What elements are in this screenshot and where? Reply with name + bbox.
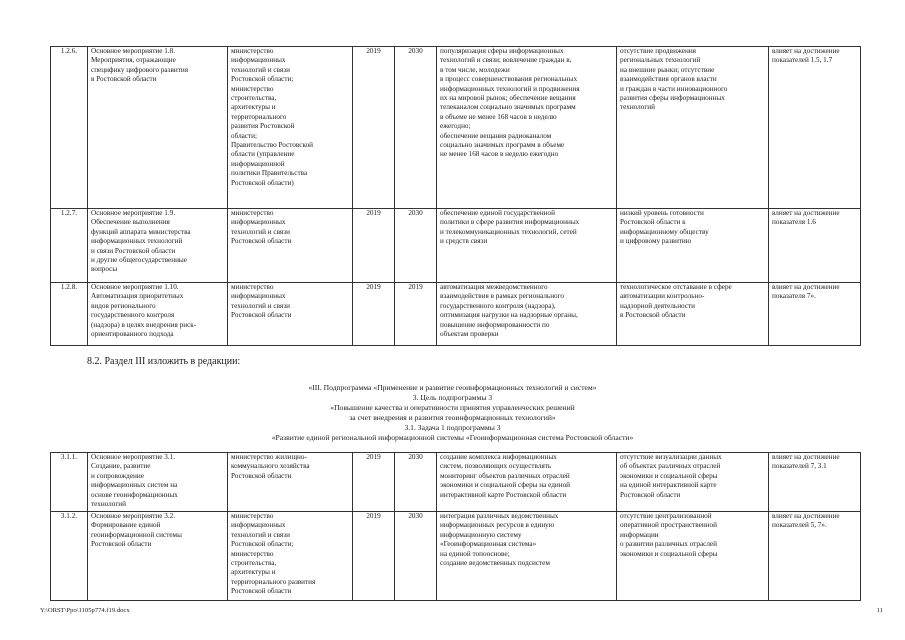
row-number: 1.2.7.: [51, 209, 88, 283]
measures-table-subprogram-1: [50, 46, 861, 346]
measure-name: Основное мероприятие 1.10. Автоматизация приоритетных видов регионального государственного контроля (надзора) в целях внедрения риск- ориентированного подхода: [88, 283, 228, 346]
indicator-link: влияет на достижение показателя 1.6: [769, 209, 861, 283]
start-year: 2019: [353, 47, 395, 209]
executor: министерство информационных технологий и связи Ростовской области; министерство строительства, архитектуры и территориального развития Ростовской области; Правительство Ростовской области (управление информационной политики Правительства Ростовской области): [228, 47, 353, 209]
expected-result: обеспечение единой государственной политики в сфере развития информационных и телекоммуникационных технологий, сетей и средств связи: [437, 209, 617, 283]
subprogram-task-number: 3.1. Задача 1 подпрограммы 3: [404, 423, 501, 432]
expected-result: создание комплекса информационных систем, позволяющих осуществлять мониторинг объектов различных отраслей экономики и социальной сферы на единой интерактивной карте Ростовской области: [437, 453, 617, 512]
end-year: 2019: [395, 283, 437, 346]
measure-name: Основное мероприятие 1.9. Обеспечение выполнения функций аппарата министерства информационных технологий и связи Ростовской области и другие общегосударственные вопросы: [88, 209, 228, 283]
table-row: [51, 512, 861, 601]
executor: министерство информационных технологий и связи Ростовской области; министерство строительства, архитектуры и территориального развития Ростовской области: [228, 512, 353, 601]
measures-table-subprogram-3: [50, 452, 861, 601]
table-row: [51, 209, 861, 283]
indicator-link: влияет на достижение показателей 1.5, 1.7: [769, 47, 861, 209]
indicator-link: влияет на достижение показателя 7».: [769, 283, 861, 346]
subprogram-goal-number: 3. Цель подпрограммы 3: [412, 393, 493, 402]
non-implementation-consequence: отсутствие визуализации данных об объектах различных отраслей экономики и социальной сферы на единой интерактивной карте Ростовской области: [617, 453, 769, 512]
end-year: 2030: [395, 512, 437, 601]
row-number: 3.1.1.: [51, 453, 88, 512]
subprogram-goal-line-1: «Повышение качества и оперативности принятия управленческих решений: [330, 403, 575, 412]
start-year: 2019: [353, 453, 395, 512]
subprogram-title: «III. Подпрограмма «Применение и развитие геоинформационных технологий и систем»: [308, 383, 597, 392]
measure-name: Основное мероприятие 1.8. Мероприятия, отражающие специфику цифрового развития в Ростовской области: [88, 47, 228, 209]
document-file-path: Y:\ORST\Ppo\1105p774.f19.docx: [40, 607, 130, 614]
section-heading: 8.2. Раздел III изложить в редакции:: [87, 356, 241, 367]
subprogram-task-title: «Развитие единой региональной информационной системы «Геоинформационная система Ростовской области»: [271, 433, 634, 442]
indicator-link: влияет на достижение показателей 7, 3.1: [769, 453, 861, 512]
table-row: [51, 47, 861, 209]
start-year: 2019: [353, 283, 395, 346]
expected-result: интеграция различных ведомственных информационных ресурсов в единую информационную систему «Геоинформационная система» на единой топооснове; создание ведомственных подсистем: [437, 512, 617, 601]
row-number: 1.2.6.: [51, 47, 88, 209]
non-implementation-consequence: технологическое отставание в сфере автоматизации контрольно- надзорной деятельности в Ростовской области: [617, 283, 769, 346]
measure-name: Основное мероприятие 3.2. Формирование единой геоинформационной системы Ростовской области: [88, 512, 228, 601]
start-year: 2019: [353, 209, 395, 283]
end-year: 2030: [395, 209, 437, 283]
row-number: 1.2.8.: [51, 283, 88, 346]
executor: министерство жилищно- коммунального хозяйства Ростовской области: [228, 453, 353, 512]
non-implementation-consequence: отсутствие продвижения региональных технологий на внешние рынки; отсутствие взаимодействия органов власти и граждан в части инновационного развития сферы информационных технологий: [617, 47, 769, 209]
expected-result: популяризация сферы информационных технологий и связи; вовлечение граждан в, в том числе, молодежи в процесс совершенствования региональных информационных технологий и продвижения их на мировой рынок; обеспечение вещания телеканалом социально значимых программ в объеме не менее 168 часов в неделю ежегодно; обеспечение вещания радиоканалом социально значимых программ в объеме не менее 168 часов в неделю ежегодно: [437, 47, 617, 209]
non-implementation-consequence: низкий уровень готовности Ростовской области к информационному обществу и цифровому развитию: [617, 209, 769, 283]
indicator-link: влияет на достижение показателей 5, 7».: [769, 512, 861, 601]
subprogram-goal-line-2: за счет внедрения и развития геоинформационных технологий»: [349, 413, 556, 422]
page-number: 11: [876, 607, 883, 614]
end-year: 2030: [395, 47, 437, 209]
start-year: 2019: [353, 512, 395, 601]
non-implementation-consequence: отсутствие централизованной оперативной пространственной информации о развитии различных отраслей экономики и социальной сферы: [617, 512, 769, 601]
row-number: 3.1.2.: [51, 512, 88, 601]
executor: министерство информационных технологий и связи Ростовской области: [228, 283, 353, 346]
table-row: [51, 453, 861, 512]
measure-name: Основное мероприятие 3.1. Создание, развитие и сопровождение информационных систем на основе геоинформационных технологий: [88, 453, 228, 512]
end-year: 2030: [395, 453, 437, 512]
table-row: [51, 283, 861, 346]
expected-result: автоматизация межведомственного взаимодействия в рамках регионального государственного контроля (надзора), оптимизация нагрузки на надзорные органы, повышение информированности по объектам проверки: [437, 283, 617, 346]
executor: министерство информационных технологий и связи Ростовской области: [228, 209, 353, 283]
